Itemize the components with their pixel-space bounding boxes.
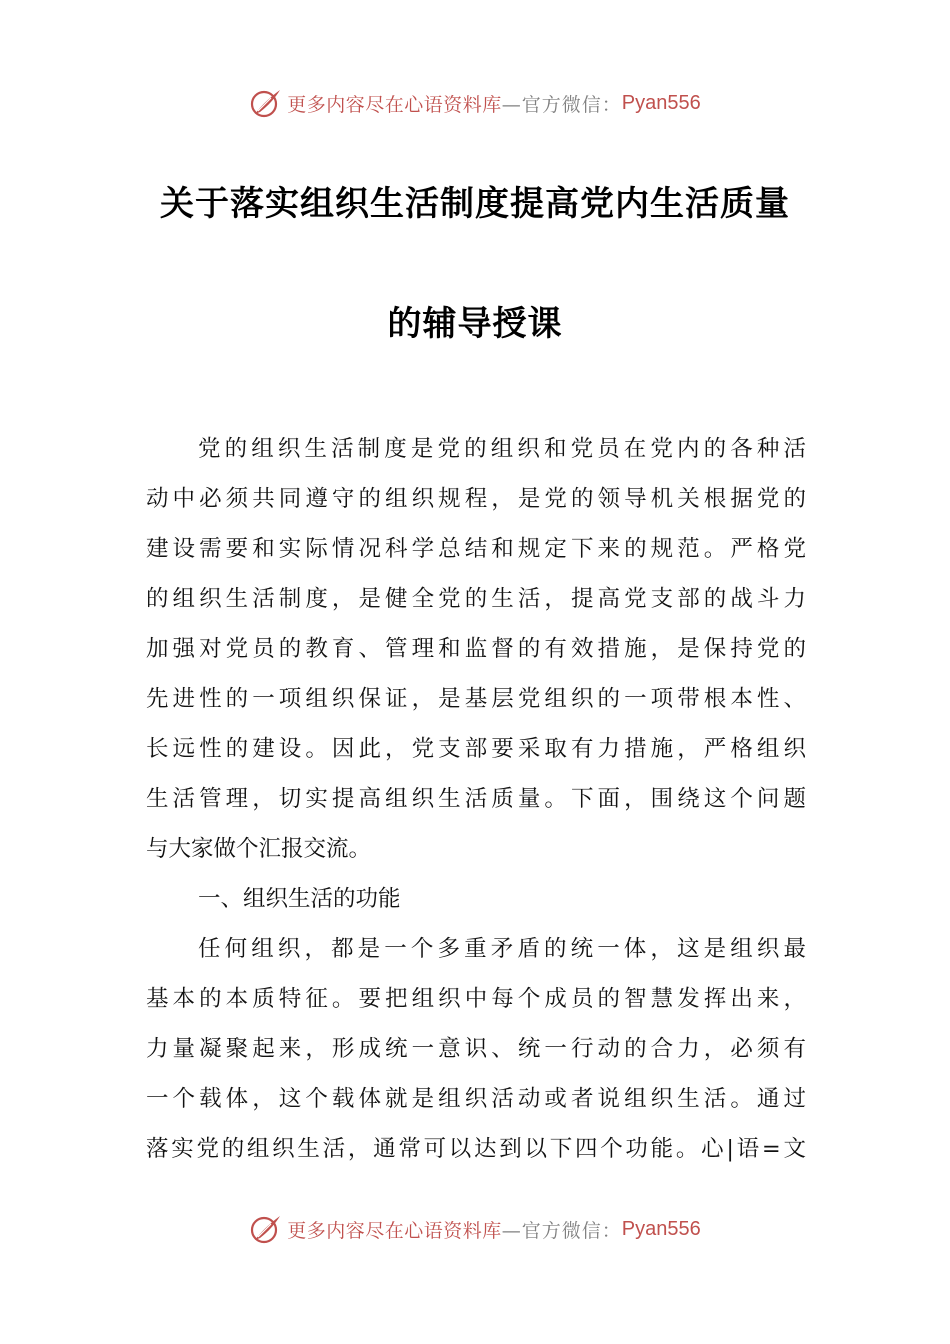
footer-banner bbox=[0, 1209, 950, 1249]
body-line: 落实党的组织生活，通常可以达到以下四个功能。心|语=文 bbox=[146, 1136, 806, 1162]
body-line: 的组织生活制度，是健全党的生活，提高党支部的战斗力 bbox=[146, 586, 806, 612]
body-line: 生活管理，切实提高组织生活质量。下面，围绕这个问题 bbox=[146, 786, 806, 812]
body-line: 建设需要和实际情况科学总结和规定下来的规范。严格党 bbox=[146, 536, 806, 562]
body-line: 任何组织，都是一个多重矛盾的统一体，这是组织最 bbox=[198, 936, 806, 962]
body-line: 基本的本质特征。要把组织中每个成员的智慧发挥出来， bbox=[146, 986, 806, 1012]
quill-logo-icon bbox=[249, 1212, 283, 1246]
banner-sub-text: —官方微信： bbox=[501, 1219, 622, 1242]
banner-main-text: 更多内容尽在心语资料库 bbox=[287, 1219, 502, 1242]
banner-main-text: 更多内容尽在心语资料库 bbox=[287, 93, 502, 116]
body-line: 党的组织生活制度是党的组织和党员在党内的各种活 bbox=[198, 436, 806, 462]
quill-logo-icon bbox=[249, 86, 283, 120]
header-banner bbox=[0, 83, 950, 123]
body-line: 动中必须共同遵守的组织规程，是党的领导机关根据党的 bbox=[146, 486, 806, 512]
document-body bbox=[146, 424, 806, 1174]
body-line: 一个载体，这个载体就是组织活动或者说组织生活。通过 bbox=[146, 1086, 806, 1112]
body-line: 加强对党员的教育、管理和监督的有效措施，是保持党的 bbox=[146, 636, 806, 662]
banner-sub-text: —官方微信： bbox=[501, 93, 622, 116]
banner-wechat-id: Pyan556 bbox=[621, 1217, 701, 1240]
document-title-line1: 关于落实组织生活制度提高党内生活质量 bbox=[160, 184, 790, 224]
body-line: 先进性的一项组织保证，是基层党组织的一项带根本性、 bbox=[146, 686, 806, 712]
body-line: 力量凝聚起来，形成统一意识、统一行动的合力，必须有 bbox=[146, 1036, 806, 1062]
document-title-line2: 的辅导授课 bbox=[387, 304, 563, 344]
body-line: 与大家做个汇报交流。 bbox=[146, 836, 372, 862]
body-line: 长远性的建设。因此，党支部要采取有力措施，严格组织 bbox=[146, 736, 806, 762]
section-heading: 一、组织生活的功能 bbox=[198, 886, 401, 912]
banner-wechat-id: Pyan556 bbox=[621, 91, 701, 114]
